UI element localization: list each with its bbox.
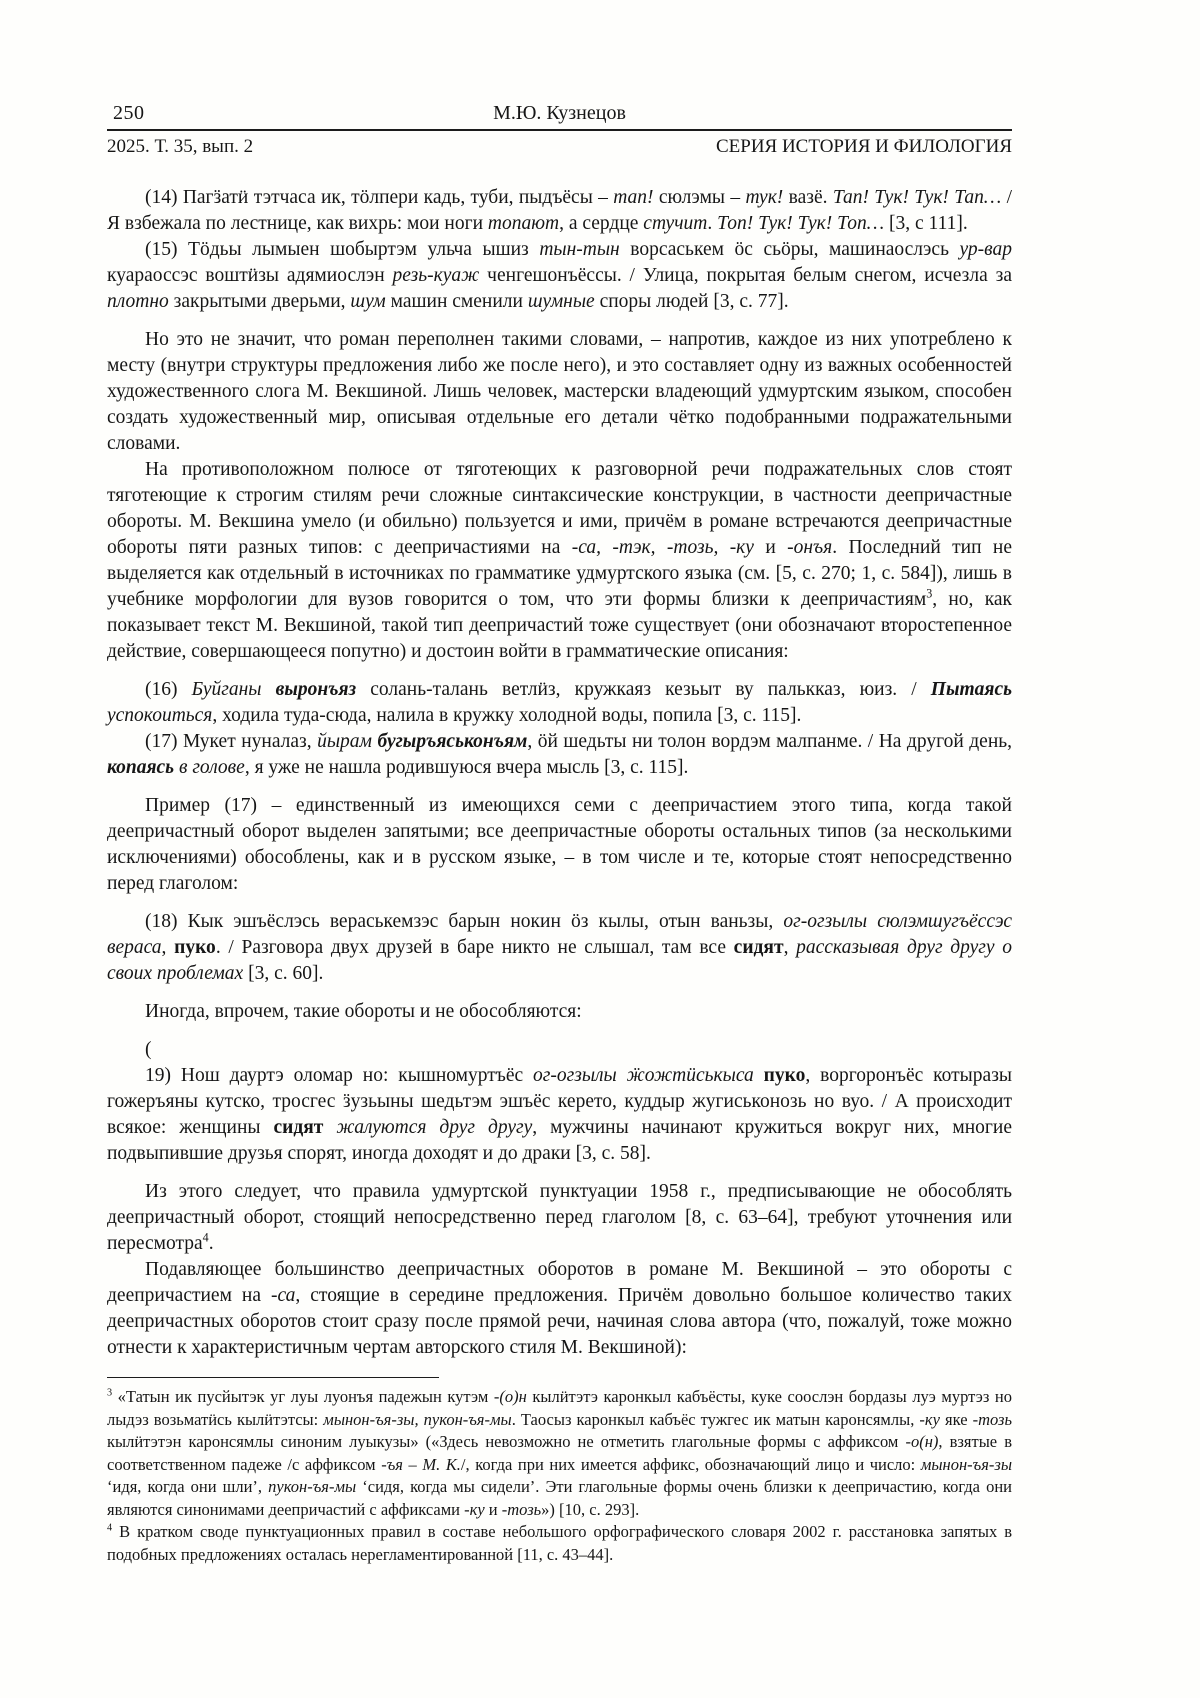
text-run: Иногда, впрочем, такие обороты и не обособляются:	[145, 1001, 582, 1022]
text-run: тап!	[613, 187, 654, 208]
text-run: ‘сидя, когда мы сидели’. Эти глагольные формы очень близки к деепричастию, когда они являются синонимами деепричастий с аффиксами	[107, 1477, 1012, 1519]
commentary-paragraph-2	[107, 457, 1012, 665]
text-run: . Таосыз каронкыл кабъёс тужгес ик матын каронсямлы,	[511, 1409, 920, 1429]
text-run: сидят	[733, 937, 784, 958]
text-run: йырам	[317, 731, 372, 752]
text-run: ‘идя, когда они шли’,	[107, 1477, 269, 1496]
text-run: ворсаськем ӧс сьӧры, машинаослэсь	[619, 239, 960, 260]
text-run	[323, 1117, 336, 1138]
text-run: Но это не значит, что роман переполнен такими словами, – напротив, каждое из них употреблено к месту (внутри структуры предложения либо же после него), и это составляет одну из важных особенностей художественного слога М. Векшиной. Лишь человек, мастерски владеющий удмуртским языком, способен создать художественный мир, описывая отдельные его детали чётко подобранными подражательными словами.	[107, 329, 1012, 454]
text-run: топают	[487, 213, 560, 234]
text-run: кылӥтэтэн каронсямлы синоним луыкузы» («Здесь невозможно не отметить глагольные формы с аффиксом	[107, 1432, 906, 1451]
text-run: (14) Пагӟатӥ тэтчаса ик, тӧлпери кадь, туби, пыдъёсы –	[145, 187, 614, 208]
text-run: / Я взбежала по лестнице, как вихрь: мои ноги	[107, 187, 1013, 234]
text-run: М. К.	[422, 1454, 461, 1474]
text-run: (	[145, 1039, 152, 1060]
text-run: ченгешонъёссы. / Улица, покрытая белым снегом, исчезла за	[479, 265, 1012, 286]
text-run: ур-вар	[959, 239, 1012, 260]
text-run: и	[753, 537, 788, 558]
text-run: «Татын ик пусйытэк уг луы луонъя падежын кутэм	[112, 1387, 494, 1406]
example-paragraph-14	[107, 185, 1012, 237]
text-run: кылӥтэтэ каронкыл кабъёсты, куке соослэн бордазы луэ муртэз но лыдэз возьматӥсь кылӥтэтсы:	[107, 1387, 1012, 1429]
text-run: успокоиться	[107, 705, 213, 726]
header-row-journal	[107, 134, 1012, 159]
text-run: , мужчины начинают кружиться вокруг них, многие подвыпившие друзья спорят, иногда доходят и до драки [3, с. 58].	[107, 1117, 1013, 1164]
text-run: сидят	[273, 1117, 324, 1138]
text-run: выронъяз	[275, 679, 357, 700]
example-paragraph-15	[107, 237, 1012, 315]
text-run: , но, как показывает текст М. Векшиной, такой тип деепричастий тоже существует (они обозначают второстепенное действие, совершающееся попутно) и достоин войти в грамматические описания:	[107, 589, 1012, 662]
text-run: (15) Тӧдьы лымыен шобыртэм ульча ышиз	[145, 239, 540, 260]
text-run: Топ! Тук! Тук! Топ…	[717, 213, 885, 234]
text-run: солань-талань ветлӥз, кружкаяз кезьыт ву палькказ, юиз. /	[356, 679, 931, 700]
text-run: -ку	[464, 1499, 485, 1519]
journal-series-label: СЕРИЯ ИСТОРИЯ И ФИЛОЛОГИЯ	[715, 136, 1012, 157]
text-run	[754, 1065, 764, 1086]
text-run: тын-тын	[539, 239, 620, 260]
text-run: -тозь	[501, 1499, 542, 1519]
example-paragraph-16	[107, 677, 1012, 729]
text-run: 3	[926, 586, 933, 601]
article-body	[107, 185, 1012, 1361]
text-run: .	[208, 1233, 214, 1254]
text-run: -ку	[919, 1409, 940, 1429]
text-run: , воргоронъёс котыразы гожеръяны кутско, тросгес ӟузьыны шедьтэм эшъёс керето, куддыр жугиськонозь но вуо. / А происходит всякое: женщины	[107, 1065, 1012, 1138]
text-run: сюлэмы –	[653, 187, 746, 208]
text-run: . / Разговора двух друзей в баре никто не слышал, там все	[215, 937, 734, 958]
text-run: жалуются друг другу	[336, 1117, 533, 1138]
text-run: мынон-ъя-зы, пукон-ъя-мы	[323, 1409, 512, 1429]
text-run: (16)	[145, 679, 192, 700]
commentary-paragraph-5	[107, 1179, 1012, 1257]
footnote-separator-rule	[107, 1377, 439, 1378]
text-run: -са	[271, 1285, 296, 1306]
text-run: , я уже не нашла родившуюся вчера мысль [3, с. 115].	[244, 757, 689, 778]
text-run: рассказывая друг другу о своих проблемах	[107, 937, 1012, 984]
text-run: В кратком своде пунктуационных правил в составе небольшого орфографического словаря 2002 г. расстановка запятых в подобных предложениях осталась нерегламентированной [11, с. 43–44].	[107, 1522, 1012, 1564]
text-run: -са, -тэк, -тозь, -ку	[571, 537, 754, 558]
page-number: 250	[113, 102, 145, 124]
example-paragraph-19	[107, 1063, 1012, 1167]
text-run: шум	[350, 291, 386, 312]
text-run: , ӧй шедьты ни толон вордэм малпанме. / На другой день,	[527, 731, 1013, 752]
stray-open-paren	[107, 1037, 1012, 1063]
text-run: , стоящие в середине предложения. Причём довольно большое количество таких деепричастных оборотов стоит сразу после прямой речи, начиная слова автора (что, пожалуй, тоже можно отнести к характеристичным чертам авторского стиля М. Векшиной):	[107, 1285, 1012, 1358]
text-run	[262, 679, 276, 700]
text-run: 4	[107, 1522, 113, 1534]
example-paragraph-17	[107, 729, 1012, 781]
text-run: куараоссэс воштӥзы адямиослэн	[107, 265, 393, 286]
journal-issue-label: 2025. Т. 35, вып. 2	[107, 136, 254, 157]
text-run: пуко	[763, 1065, 806, 1086]
text-run: [3, с. 60].	[243, 963, 324, 984]
commentary-paragraph-4	[107, 999, 1012, 1025]
text-run: 4	[202, 1230, 209, 1245]
text-run: закрытыми дверьми,	[168, 291, 351, 312]
footnote-3	[107, 1386, 1012, 1521]
text-run: стучит	[643, 213, 708, 234]
text-run: Подавляющее большинство деепричастных оборотов в романе М. Векшиной – это обороты с деепричастием на	[107, 1259, 1012, 1306]
commentary-paragraph-1	[107, 327, 1012, 457]
text-run: пукон-ъя-мы	[268, 1477, 357, 1496]
commentary-paragraph-6	[107, 1257, 1012, 1361]
footnote-4	[107, 1521, 1012, 1566]
running-head-author: М.Ю. Кузнецов	[493, 102, 626, 124]
footnotes-block	[107, 1377, 1012, 1566]
text-run: . Последний тип не выделяется как отдельный в источниках по грамматике удмуртского языка (см. [5, с. 270; 1, с. 584]), лишь в учебнике морфологии для вузов говорится о том, что эти формы близки к деепричастиям	[107, 537, 1012, 610]
text-run: ,	[783, 937, 797, 958]
text-run: , взятые в соответственном падеже /с аффиксом	[107, 1432, 1013, 1474]
text-run: -(о)н	[493, 1387, 527, 1406]
text-run: –	[402, 1454, 423, 1474]
text-run: мынон-ъя-зы	[920, 1454, 1013, 1474]
text-run: [3, с 111].	[884, 213, 968, 234]
text-run: Пытаясь	[930, 679, 1013, 700]
header-row-author	[107, 100, 1012, 127]
text-run: машин сменили	[385, 291, 528, 312]
text-run: -тозь	[972, 1409, 1012, 1429]
page-content	[107, 100, 1012, 1566]
text-run: 3	[107, 1387, 113, 1399]
text-run: копаясь	[107, 757, 175, 778]
example-paragraph-18	[107, 909, 1012, 987]
text-run: .	[707, 213, 718, 234]
text-run: ») [10, с. 293].	[541, 1499, 640, 1519]
text-run: яке	[939, 1409, 973, 1429]
text-run: Буйганы	[191, 679, 262, 700]
text-run: бугыръяськонъям	[377, 731, 528, 752]
text-run: ог-огзылы сюлэмшугъёссэс вераса	[107, 911, 1012, 958]
text-run: -ъя	[381, 1454, 403, 1474]
page-header	[107, 100, 1012, 159]
text-run: 19) Нош дауртэ оломар но: кышномуртъёс	[145, 1065, 534, 1086]
text-run: (17) Мукет нуналаз,	[145, 731, 318, 752]
text-run: На противоположном полюсе от тяготеющих к разговорной речи подражательных слов стоят тяготеющие к строгим стилям речи сложные синтаксические конструкции, в частности деепричастные обороты. М. Векшина умело (и обильно) пользуется и ими, причём в романе встречаются деепричастные обороты пяти разных типов: с деепричастиями на	[107, 459, 1012, 558]
text-run: вазё.	[783, 187, 833, 208]
text-run: споры людей [3, с. 77].	[594, 291, 789, 312]
text-run: резь-куаж	[392, 265, 480, 286]
header-rule	[107, 129, 1012, 131]
text-run: , а сердце	[559, 213, 644, 234]
text-run: ,	[161, 937, 175, 958]
text-run: Из этого следует, что правила удмуртской пунктуации 1958 г., предписывающие не обособлять деепричастный оборот, стоящий непосредственно перед глаголом [8, с. 63–64], требуют уточнения или пересмотра	[107, 1181, 1012, 1254]
text-run: -о(н)	[905, 1432, 939, 1451]
text-run: Пример (17) – единственный из имеющихся семи с деепричастием этого типа, когда такой деепричастный оборот выделен запятыми; все деепричастные обороты остальных типов (за несколькими исключениями) обособлены, как и в русском языке, – в том числе и те, которые стоят непосредственно перед глаголом:	[107, 795, 1012, 894]
text-run: шумные	[527, 291, 595, 312]
text-run: -онъя	[787, 537, 833, 558]
text-run: , ходила туда-сюда, налила в кружку холодной воды, попила [3, с. 115].	[212, 705, 802, 726]
text-run: в голове	[178, 757, 245, 778]
text-run: тук!	[745, 187, 784, 208]
text-run: плотно	[107, 291, 169, 312]
text-run: и	[484, 1499, 502, 1519]
text-run: пуко	[174, 937, 216, 958]
text-run: ог-огзылы ӝожтӥськыса	[533, 1065, 754, 1086]
text-run: (18) Кык эшъёслэсь вераськемзэс барын нокин ӧз кылы, отын ваньзы,	[145, 911, 784, 932]
commentary-paragraph-3	[107, 793, 1012, 897]
text-run: /, когда при них имеется аффикс, обозначающий лицо и число:	[460, 1454, 921, 1474]
text-run: Тап! Тук! Тук! Тап…	[832, 187, 1002, 208]
